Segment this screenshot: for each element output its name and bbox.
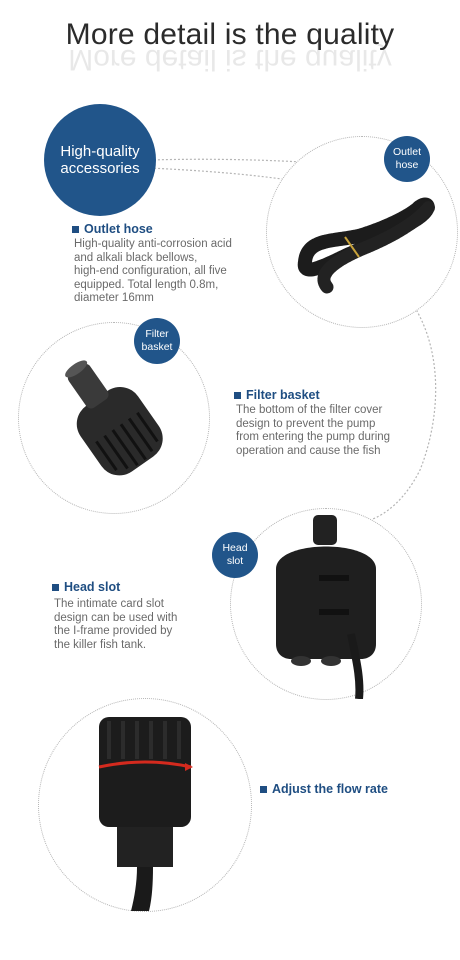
- filter-basket-heading: [234, 388, 320, 402]
- filter-basket-badge: [134, 318, 180, 364]
- filter-basket-badge-line1: Filter: [145, 328, 169, 340]
- filter-basket-desc-line: operation and cause the fish: [236, 444, 381, 457]
- outlet-hose-badge: [384, 136, 430, 182]
- filter-basket-description: [236, 404, 436, 458]
- head-slot-badge: [212, 532, 258, 578]
- outlet-hose-description: [74, 238, 274, 306]
- outlet-hose-desc-line: equipped. Total length 0.8m,: [74, 278, 219, 291]
- flow-rate-knob-illustration: [39, 699, 251, 911]
- outlet-hose-desc-line: high-end configuration, all five: [74, 265, 227, 277]
- bullet-square-icon: [260, 786, 267, 793]
- outlet-hose-heading: [72, 222, 153, 236]
- outlet-hose-desc-line: diameter 16mm: [74, 292, 154, 304]
- accessories-badge-line2: accessories: [60, 160, 140, 177]
- head-slot-desc-line: The intimate card slot: [54, 598, 164, 610]
- outlet-hose-desc-line: High-quality anti-corrosion acid: [74, 238, 232, 250]
- head-slot-image-circle: [230, 508, 422, 700]
- page-title: More detail is the quality: [65, 18, 395, 51]
- head-slot-heading-text: Head slot: [64, 580, 121, 594]
- accessories-badge-line1: High-quality: [60, 143, 140, 160]
- filter-basket-illustration: [19, 323, 209, 513]
- filter-basket-desc-line: design to prevent the pump: [236, 417, 376, 430]
- outlet-hose-badge-line2: hose: [395, 159, 419, 171]
- bullet-square-icon: [72, 226, 79, 233]
- outlet-hose-desc-line: and alkali black bellows,: [74, 251, 198, 264]
- head-slot-heading: [52, 580, 120, 594]
- filter-basket-desc-line: The bottom of the filter cover: [236, 404, 383, 416]
- flow-rate-image-circle: [38, 698, 252, 912]
- filter-basket-badge-line2: basket: [141, 341, 173, 353]
- head-slot-desc-line: design can be used with: [54, 611, 178, 624]
- outlet-hose-heading-text: Outlet hose: [84, 222, 153, 236]
- head-slot-desc-line: the I-frame provided by: [54, 625, 173, 637]
- filter-basket-desc-line: from entering the pump during: [236, 431, 391, 443]
- filter-basket-heading-text: Filter basket: [246, 388, 320, 402]
- head-slot-badge-line2: slot: [226, 555, 244, 567]
- flow-rate-heading-text: Adjust the flow rate: [272, 782, 388, 796]
- page-title-reflection: More detail is the quality: [68, 43, 392, 76]
- bullet-square-icon: [52, 584, 59, 591]
- head-slot-badge-line1: Head: [222, 542, 248, 554]
- outlet-hose-badge-line1: Outlet: [392, 146, 421, 158]
- head-slot-description: [54, 598, 234, 652]
- flow-rate-heading: [260, 782, 388, 796]
- head-slot-desc-line: the killer fish tank.: [54, 638, 147, 651]
- head-slot-illustration: [231, 509, 421, 699]
- accessories-badge: [44, 104, 156, 216]
- bullet-square-icon: [234, 392, 241, 399]
- filter-basket-image-circle: [18, 322, 210, 514]
